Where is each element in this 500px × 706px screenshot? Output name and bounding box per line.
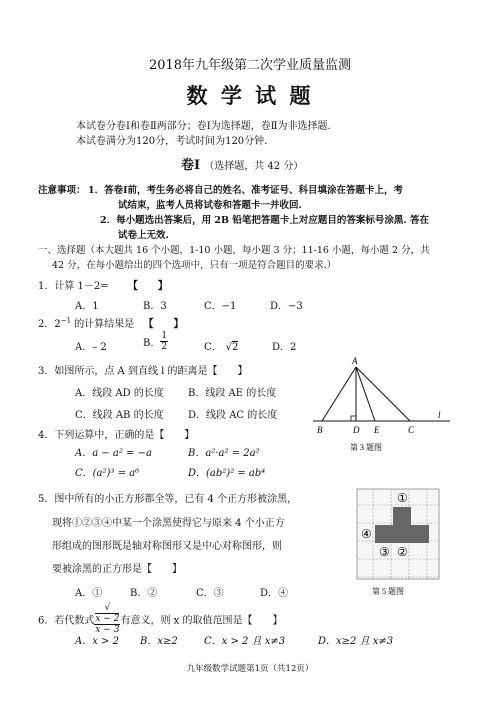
mark-4: ④ <box>361 527 372 541</box>
q5-figure-caption: 第 5 题图 <box>372 587 404 596</box>
notes-item2-line1: 2．每小题选出答案后，用 2B 铅笔把答题卡上对应题目的答案标号涂黑. 答在 <box>100 215 429 226</box>
q3-option-c: C．线段 AB 的长度 <box>75 410 164 421</box>
section1-line2: 42 分，在每小题给出的四个选项中，只有一项是符合题目的要求.） <box>52 260 337 271</box>
label-a: A <box>352 356 358 366</box>
shaded-square <box>393 507 411 525</box>
q5-line-1: 5．图中所有的小正方形都全等，已有 4 个正方形被涂黑， <box>38 494 298 505</box>
q4-option-d: D．(ab²)² = ab⁴ <box>188 468 266 479</box>
q2-option-b-label: B． <box>143 338 161 349</box>
right-angle-mark <box>351 416 356 421</box>
q6-pre: 6．若代数式 <box>38 615 95 627</box>
exam-title: 2018年九年级第二次学业质量监测 <box>148 58 352 73</box>
q3-figure-caption: 第 3 题图 <box>350 443 382 452</box>
label-l: l <box>438 410 441 420</box>
q2-option-b-fraction <box>160 331 168 352</box>
q5-option-d: D．④ <box>260 588 289 599</box>
section1-line1: 一、选择题（本大题共 16 个小题，1-10 小题，每小题 3 分；11-16 小题，每小题 2 分，共 <box>38 245 430 256</box>
q3-option-b: B．线段 AE 的长度 <box>188 388 277 399</box>
q5-line-4: 要被涂黑的正方形是【 】 <box>52 564 182 575</box>
q4-stem: 4．下列运算中，正确的是【 】 <box>38 430 195 441</box>
q5-option-b: B．② <box>130 588 158 599</box>
sqrt-symbol-icon: √ <box>225 342 233 353</box>
q5-option-a: A．① <box>75 588 103 599</box>
label-b: B <box>317 425 323 435</box>
q4-option-c: C．(a²)³ = a⁶ <box>75 468 140 479</box>
q6-option-a: A．x > 2 <box>75 636 119 647</box>
q6-option-d: D．x≥2 且 x≠3 <box>318 636 394 647</box>
q3-triangle-figure <box>310 355 470 455</box>
mark-2: ② <box>397 545 408 559</box>
q5-grid-figure <box>355 487 445 597</box>
q6-post: 有意义，则 x 的取值范围是【 】 <box>120 615 283 627</box>
q3-option-d: D．线段 AC 的长度 <box>188 410 278 421</box>
mark-1: ① <box>397 491 408 505</box>
label-d: D <box>353 425 360 435</box>
q6-radicand: x − 2 <box>95 614 120 624</box>
q6-option-c: C．x > 2 且 x≠3 <box>204 636 286 647</box>
intro-line-2: 本试卷满分为120分，考试时间为120分钟. <box>76 136 268 147</box>
segment-ae <box>356 367 375 421</box>
q1-option-c: C．−1 <box>204 301 237 312</box>
q6-numerator: √ x − 2 <box>95 603 120 624</box>
q2-option-d: D．2 <box>272 342 297 353</box>
label-c: C <box>408 425 415 435</box>
q2-option-b-numerator: 1 <box>161 331 168 341</box>
q2-option-c-label: C． <box>204 342 222 353</box>
q2-stem <box>38 315 183 330</box>
shaded-square <box>411 525 429 543</box>
q2-exponent: −1 <box>60 316 72 325</box>
q1-bracket: 【 】 <box>127 281 168 292</box>
q1-option-b: B．3 <box>143 301 167 312</box>
q2-option-b <box>143 331 168 352</box>
segment-ab <box>322 367 356 421</box>
q2-option-a: A．– 2 <box>75 342 107 353</box>
q1-stem-text: 1．计算 1－2= <box>38 281 109 292</box>
q1-option-a: A．1 <box>75 301 99 312</box>
q1-stem <box>38 277 168 292</box>
q6-option-b: B．x≥2 <box>140 636 178 647</box>
q2-option-b-denominator: 2 <box>161 342 168 352</box>
label-e: E <box>374 425 380 435</box>
notes-item1-line1: 1．答卷Ⅰ前，考生务必将自己的姓名、准考证号、科目填涂在答题卡上，考 <box>88 185 404 196</box>
q4-option-b: B．a²·a² = 2a² <box>188 448 260 459</box>
q2-text: 的计算结果是 <box>74 319 135 330</box>
part1-heading <box>181 154 303 173</box>
q5-option-c: C．③ <box>196 588 224 599</box>
segment-ac <box>356 367 410 421</box>
q3-stem: 3．如图所示，点 A 到直线 l 的距离是【 】 <box>38 366 248 377</box>
q6-stem <box>38 603 282 635</box>
q2-option-c <box>204 338 238 353</box>
shaded-square <box>375 525 393 543</box>
q5-line-3: 形组成的图形既是轴对称图形又是中心对称图形，则 <box>52 541 282 552</box>
q1-option-d: D．−3 <box>270 301 303 312</box>
q6-denominator: x − 3 <box>95 625 120 635</box>
q2-bracket: 【 】 <box>143 319 184 330</box>
q6-fraction <box>94 603 120 635</box>
q2-option-c-radicand: 2 <box>232 342 239 353</box>
notes-item2-line2: 试卷上无效. <box>118 230 169 241</box>
q2-number: 2． <box>38 319 55 330</box>
q4-option-a: A．a − a² = −a <box>75 448 152 459</box>
notes-label: 注意事项： <box>38 185 86 196</box>
intro-line-1: 本试卷分卷Ⅰ和卷Ⅱ两部分；卷Ⅰ为选择题，卷Ⅱ为非选择题. <box>76 121 331 132</box>
part1-subtitle: （选择题，共 42 分） <box>204 161 304 172</box>
part1-title: 卷Ⅰ <box>181 158 201 173</box>
mark-3: ③ <box>379 545 390 559</box>
q2-base: 2 <box>54 319 61 330</box>
notes-item1-line2: 试结束，监考人员将试卷和答题卡一并收回. <box>118 200 302 211</box>
q3-option-a: A．线段 AD 的长度 <box>75 388 164 399</box>
page-footer: 九年级数学试题第1页（共12页） <box>186 664 314 674</box>
subject-title: 数 学 试 题 <box>186 83 314 108</box>
shaded-square <box>393 525 411 543</box>
q5-line-2: 现将①②③④中某一个涂黑使得它与原来 4 个小正方 <box>52 518 285 529</box>
